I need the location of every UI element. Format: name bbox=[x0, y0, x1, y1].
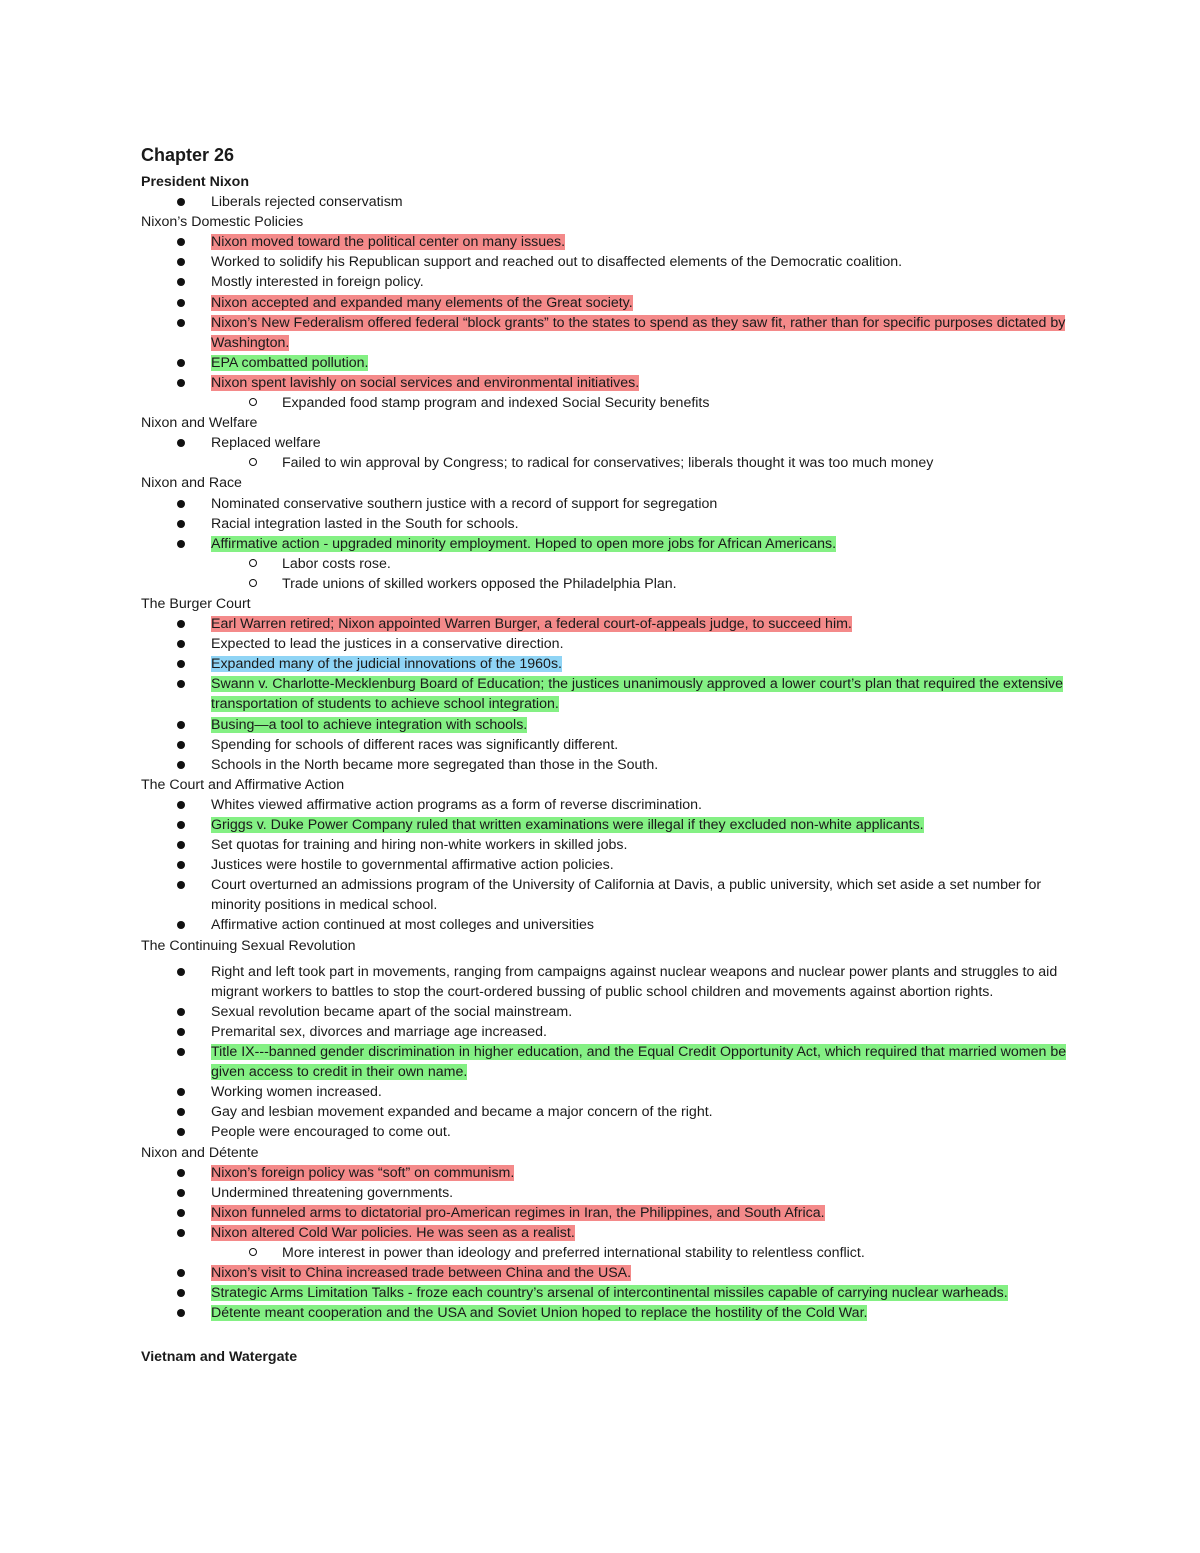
item-text: Mostly interested in foreign policy. bbox=[211, 274, 424, 291]
highlighted-text: Griggs v. Duke Power Company ruled that written examinations were illegal if they excluded non-white applicants. bbox=[211, 817, 924, 833]
list-item bbox=[141, 192, 1071, 212]
bullet-icon bbox=[177, 1108, 185, 1116]
item-text: Justices were hostile to governmental affirmative action policies. bbox=[211, 857, 614, 874]
bullet-icon bbox=[177, 1008, 185, 1016]
sub-list-item bbox=[141, 574, 1071, 594]
item-text: Sexual revolution became apart of the social mainstream. bbox=[211, 1003, 573, 1020]
page-title: Chapter 26 bbox=[141, 145, 235, 165]
highlighted-text: Nixon’s New Federalism offered federal “block grants” to the states to spend as they saw fit, rather than for specific purposes dictated by Washington. bbox=[211, 314, 1066, 351]
item-text: Court overturned an admissions program of the University of California at Davis, a public university, which set aside a set number for minority positions in medical school. bbox=[211, 877, 1042, 914]
bullet-icon bbox=[177, 1209, 185, 1217]
list-item bbox=[141, 313, 1071, 353]
item-text: Whites viewed affirmative action programs as a form of reverse discrimination. bbox=[211, 796, 702, 813]
list-item bbox=[141, 252, 1071, 272]
bullet-icon bbox=[177, 500, 185, 508]
bullet-icon bbox=[177, 1309, 185, 1317]
item-text: Failed to win approval by Congress; to radical for conservatives; liberals thought it was too much money bbox=[282, 455, 934, 472]
item-text: Working women increased. bbox=[211, 1084, 382, 1101]
bullet-icon bbox=[177, 299, 185, 307]
hollow-bullet-icon bbox=[249, 1248, 257, 1256]
item-text: Premarital sex, divorces and marriage age increased. bbox=[211, 1023, 547, 1040]
list-item bbox=[141, 293, 1071, 313]
bullet-icon bbox=[177, 841, 185, 849]
highlighted-text: Busing—a tool to achieve integration with schools. bbox=[211, 716, 528, 733]
list-item bbox=[141, 715, 1071, 735]
bullet-icon bbox=[177, 258, 185, 266]
next-section-heading: Vietnam and Watergate bbox=[141, 1349, 298, 1366]
list-item bbox=[141, 634, 1071, 654]
bullet-icon bbox=[177, 801, 185, 809]
list-item bbox=[141, 795, 1071, 815]
list-item bbox=[141, 674, 1071, 714]
sections-container bbox=[141, 172, 1071, 1323]
item-text: Right and left took part in movements, ranging from campaigns against nuclear weapons and nuclear power plants and struggles to aid migrant workers to battles to stop the court-ordered bussing of public school children and movements against abortion rights. bbox=[211, 963, 1058, 1000]
bullet-icon bbox=[177, 721, 185, 729]
highlighted-text: Nixon moved toward the political center on many issues. bbox=[211, 234, 566, 251]
item-text: People were encouraged to come out. bbox=[211, 1124, 451, 1141]
bullet-icon bbox=[177, 660, 185, 668]
bullet-icon bbox=[177, 1088, 185, 1096]
list-item bbox=[141, 1163, 1071, 1183]
item-text: More interest in power than ideology and preferred international stability to relentless conflict. bbox=[282, 1244, 865, 1261]
section-heading: Nixon and Welfare bbox=[141, 415, 258, 432]
hollow-bullet-icon bbox=[249, 398, 257, 406]
list-item bbox=[141, 494, 1071, 514]
section-heading: The Continuing Sexual Revolution bbox=[141, 937, 356, 954]
bullet-icon bbox=[177, 1169, 185, 1177]
bullet-icon bbox=[177, 620, 185, 628]
item-text: Schools in the North became more segregated than those in the South. bbox=[211, 756, 659, 773]
list-item bbox=[141, 1203, 1071, 1223]
list-item bbox=[141, 1223, 1071, 1243]
bullet-icon bbox=[177, 379, 185, 387]
section-spacer bbox=[141, 1323, 1071, 1347]
bullet-icon bbox=[177, 761, 185, 769]
bullet-icon bbox=[177, 968, 185, 976]
section-heading: Nixon and Détente bbox=[141, 1144, 259, 1161]
list-item bbox=[141, 875, 1071, 915]
section-heading: Nixon and Race bbox=[141, 475, 242, 492]
bullet-icon bbox=[177, 1229, 185, 1237]
hollow-bullet-icon bbox=[249, 579, 257, 587]
bullet-icon bbox=[177, 1028, 185, 1036]
highlighted-text: Nixon’s foreign policy was “soft” on communism. bbox=[211, 1164, 515, 1181]
list-item bbox=[141, 654, 1071, 674]
highlighted-text: Title IX---banned gender discrimination in higher education, and the Equal Credit Opportunity Act, which required that married women be given access to credit in their own name. bbox=[211, 1044, 1067, 1081]
item-text: Expected to lead the justices in a conservative direction. bbox=[211, 636, 564, 653]
highlighted-text: Nixon spent lavishly on social services and environmental initiatives. bbox=[211, 374, 640, 391]
list-item bbox=[141, 1082, 1071, 1102]
bullet-icon bbox=[177, 881, 185, 889]
bullet-icon bbox=[177, 1289, 185, 1297]
list-item bbox=[141, 835, 1071, 855]
list-item bbox=[141, 433, 1071, 453]
list-item bbox=[141, 1263, 1071, 1283]
item-text: Liberals rejected conservatism bbox=[211, 194, 403, 211]
highlighted-text: Nixon’s visit to China increased trade between China and the USA. bbox=[211, 1265, 632, 1282]
sub-list-item bbox=[141, 554, 1071, 574]
bullet-icon bbox=[177, 921, 185, 929]
item-text: Labor costs rose. bbox=[282, 555, 391, 572]
hollow-bullet-icon bbox=[249, 458, 257, 466]
section-heading: The Burger Court bbox=[141, 595, 251, 612]
bullet-icon bbox=[177, 861, 185, 869]
list-item bbox=[141, 232, 1071, 252]
item-text: Undermined threatening governments. bbox=[211, 1184, 454, 1201]
item-text: Nominated conservative southern justice with a record of support for segregation bbox=[211, 495, 718, 512]
bullet-icon bbox=[177, 1048, 185, 1056]
bullet-icon bbox=[177, 680, 185, 688]
list-item bbox=[141, 272, 1071, 292]
list-item bbox=[141, 353, 1071, 373]
sub-list-item bbox=[141, 453, 1071, 473]
highlighted-text: Earl Warren retired; Nixon appointed Warren Burger, a federal court-of-appeals judge, to succeed him. bbox=[211, 616, 852, 633]
list-item bbox=[141, 1002, 1071, 1022]
list-item bbox=[141, 1102, 1071, 1122]
item-text: Gay and lesbian movement expanded and became a major concern of the right. bbox=[211, 1104, 713, 1121]
highlighted-text: Swann v. Charlotte-Mecklenburg Board of Education; the justices unanimously approved a lower court’s plan that required the extensive transportation of students to achieve school integration. bbox=[211, 676, 1063, 713]
list-item bbox=[141, 1303, 1071, 1323]
highlighted-text: Nixon accepted and expanded many elements of the Great society. bbox=[211, 294, 633, 311]
item-text: Trade unions of skilled workers opposed the Philadelphia Plan. bbox=[282, 575, 677, 592]
list-item bbox=[141, 534, 1071, 554]
list-item bbox=[141, 1042, 1071, 1082]
item-text: Spending for schools of different races was significantly different. bbox=[211, 736, 619, 753]
list-item bbox=[141, 915, 1071, 935]
section-heading: The Court and Affirmative Action bbox=[141, 776, 345, 793]
list-item bbox=[141, 1283, 1071, 1303]
item-text: Racial integration lasted in the South for schools. bbox=[211, 515, 519, 532]
item-text: Set quotas for training and hiring non-white workers in skilled jobs. bbox=[211, 837, 628, 854]
list-item bbox=[141, 735, 1071, 755]
bullet-icon bbox=[177, 821, 185, 829]
bullet-icon bbox=[177, 278, 185, 286]
list-item bbox=[141, 1183, 1071, 1203]
sub-list-item bbox=[141, 1243, 1071, 1263]
bullet-icon bbox=[177, 540, 185, 548]
item-text: Expanded food stamp program and indexed Social Security benefits bbox=[282, 395, 710, 412]
list-item bbox=[141, 1022, 1071, 1042]
document-body bbox=[141, 144, 1071, 1367]
list-item bbox=[141, 373, 1071, 393]
section-heading: President Nixon bbox=[141, 174, 250, 190]
bullet-icon bbox=[177, 198, 185, 206]
section-heading: Nixon’s Domestic Policies bbox=[141, 214, 304, 231]
bullet-icon bbox=[177, 1189, 185, 1197]
item-text: Worked to solidify his Republican support and reached out to disaffected elements of the Democratic coalition. bbox=[211, 254, 903, 271]
highlighted-text: Nixon altered Cold War policies. He was seen as a realist. bbox=[211, 1224, 575, 1241]
bullet-icon bbox=[177, 741, 185, 749]
highlighted-text: Expanded many of the judicial innovations of the 1960s. bbox=[211, 656, 562, 673]
bullet-icon bbox=[177, 1269, 185, 1277]
highlighted-text: Strategic Arms Limitation Talks - froze each country’s arsenal of intercontinental missiles capable of carrying nuclear warheads. bbox=[211, 1285, 1008, 1302]
bullet-icon bbox=[177, 520, 185, 528]
list-item bbox=[141, 514, 1071, 534]
bullet-icon bbox=[177, 640, 185, 648]
list-item bbox=[141, 614, 1071, 634]
bullet-icon bbox=[177, 319, 185, 327]
bullet-icon bbox=[177, 359, 185, 367]
list-item bbox=[141, 962, 1071, 1002]
bullet-icon bbox=[177, 439, 185, 447]
highlighted-text: Affirmative action - upgraded minority employment. Hoped to open more jobs for African Americans. bbox=[211, 535, 837, 552]
hollow-bullet-icon bbox=[249, 559, 257, 567]
item-text: Replaced welfare bbox=[211, 435, 321, 452]
bullet-icon bbox=[177, 1128, 185, 1136]
highlighted-text: EPA combatted pollution. bbox=[211, 354, 369, 371]
bullet-icon bbox=[177, 238, 185, 246]
list-item bbox=[141, 755, 1071, 775]
highlighted-text: Détente meant cooperation and the USA and Soviet Union hoped to replace the hostility of the Cold War. bbox=[211, 1305, 868, 1322]
list-item bbox=[141, 855, 1071, 875]
sub-list-item bbox=[141, 393, 1071, 413]
highlighted-text: Nixon funneled arms to dictatorial pro-American regimes in Iran, the Philippines, and South Africa. bbox=[211, 1204, 825, 1221]
list-item bbox=[141, 1122, 1071, 1142]
item-text: Affirmative action continued at most colleges and universities bbox=[211, 917, 594, 934]
list-item bbox=[141, 815, 1071, 835]
